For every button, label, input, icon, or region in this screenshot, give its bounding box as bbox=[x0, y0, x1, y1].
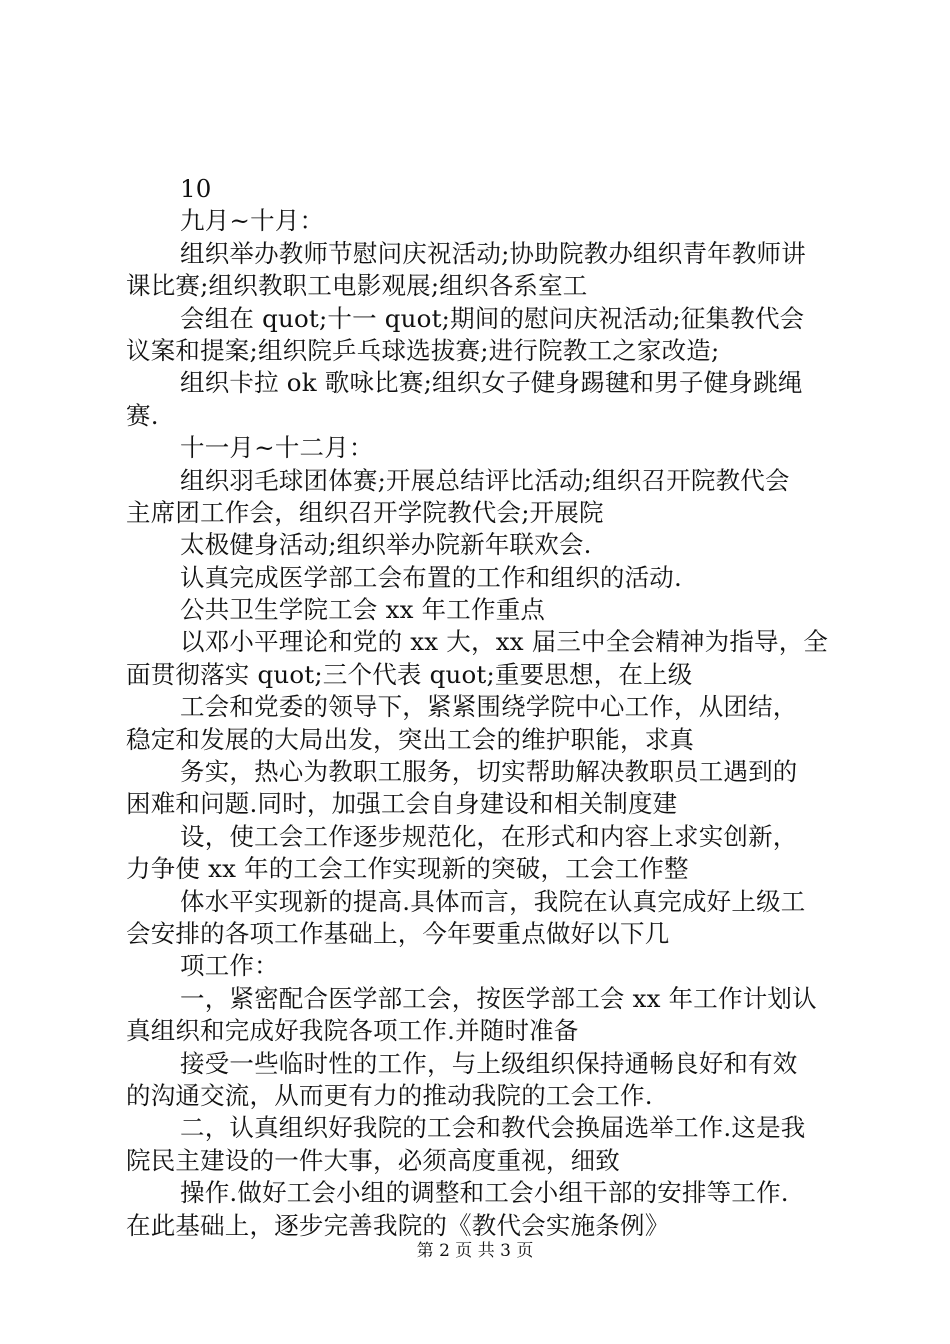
page-footer: 第 2 页 共 3 页 bbox=[416, 1241, 534, 1261]
text-line: 稳定和发展的大局出发，突出工会的维护职能，求真 bbox=[126, 724, 695, 754]
text-line: 认真完成医学部工会布置的工作和组织的活动. bbox=[180, 562, 682, 592]
text-line: 赛. bbox=[126, 400, 159, 430]
text-line: 公共卫生学院工会 xx 年工作重点 bbox=[180, 595, 546, 625]
text-line: 十一月~十二月： bbox=[180, 433, 374, 463]
text-line: 体水平实现新的提高.具体而言，我院在认真完成好上级工 bbox=[180, 886, 806, 916]
text-line: 以邓小平理论和党的 xx 大，xx 届三中全会精神为指导，全 bbox=[180, 627, 829, 657]
text-line: 组织举办教师节慰问庆祝活动;协助院教办组织青年教师讲 bbox=[180, 238, 806, 268]
text-line: 力争使 xx 年的工会工作实现新的突破，工会工作整 bbox=[126, 854, 689, 884]
text-line: 设，使工会工作逐步规范化，在形式和内容上求实创新， bbox=[180, 821, 798, 851]
text-line: 主席团工作会，组织召开学院教代会;开展院 bbox=[126, 497, 604, 527]
text-line: 的沟通交流，从而更有力的推动我院的工会工作. bbox=[126, 1080, 653, 1110]
text-line: 面贯彻落实 quot;三个代表 quot;重要思想，在上级 bbox=[126, 659, 693, 689]
text-line: 会组在 quot;十一 quot;期间的慰问庆祝活动;征集教代会 bbox=[180, 303, 805, 333]
text-line: 二，认真组织好我院的工会和教代会换届选举工作.这是我 bbox=[180, 1113, 806, 1143]
text-line: 九月~十月： bbox=[180, 206, 325, 236]
text-line: 真组织和完成好我院各项工作.并随时准备 bbox=[126, 1016, 579, 1046]
text-line: 议案和提案;组织院乒乓球选拔赛;进行院教工之家改造; bbox=[126, 335, 720, 365]
text-line: 组织羽毛球团体赛;开展总结评比活动;组织召开院教代会 bbox=[180, 465, 790, 495]
text-line: 工会和党委的领导下，紧紧围绕学院中心工作，从团结， bbox=[180, 692, 798, 722]
text-line: 在此基础上，逐步完善我院的《教代会实施条例》 bbox=[126, 1210, 670, 1240]
text-line: 组织卡拉 ok 歌咏比赛;组织女子健身踢毽和男子健身跳绳 bbox=[180, 368, 803, 398]
text-line: 困难和问题.同时，加强工会自身建设和相关制度建 bbox=[126, 789, 678, 819]
text-line: 太极健身活动;组织举办院新年联欢会. bbox=[180, 530, 592, 560]
text-line: 10 bbox=[180, 174, 212, 203]
text-line: 院民主建设的一件大事，必须高度重视，细致 bbox=[126, 1145, 620, 1175]
document-body bbox=[126, 173, 841, 1242]
text-line: 会安排的各项工作基础上，今年要重点做好以下几 bbox=[126, 918, 670, 948]
text-line: 操作.做好工会小组的调整和工会小组干部的安排等工作. bbox=[180, 1178, 789, 1208]
text-line: 务实，热心为教职工服务，切实帮助解决教职员工遇到的 bbox=[180, 757, 798, 787]
text-line: 一，紧密配合医学部工会，按医学部工会 xx 年工作计划认 bbox=[180, 983, 817, 1013]
text-line: 项工作： bbox=[180, 951, 279, 981]
text-line: 课比赛;组织教职工电影观展;组织各系室工 bbox=[126, 271, 588, 301]
text-line: 接受一些临时性的工作，与上级组织保持通畅良好和有效 bbox=[180, 1048, 798, 1078]
